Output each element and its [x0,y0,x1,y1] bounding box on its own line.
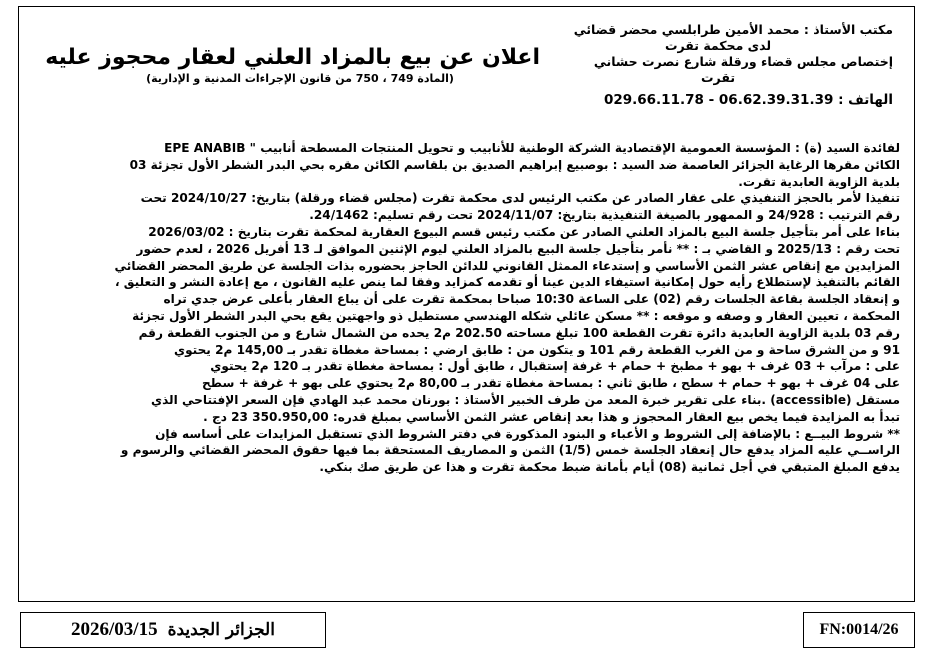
body-line: رقم الترتيب : 24/928 و الممهور بالصيغة التنفيذية بتاريخ: 2024/11/07 تحت رقم تسليم: 24/1462. [309,208,900,223]
publication-date: 2026/03/15 [71,619,158,640]
bailiff-office-header [543,22,893,108]
body-line: الكائن مقرها الرغاية الجزائر العاصمة ضد السيد : بوصبيع إبراهيم الصديق بن بلقاسم الكائن مقره بحي البدر الشطر الأول تجزئة 03 [129,157,900,172]
phone-landline: 029.66.11.78 [603,92,704,108]
phone-mobile: 06.62.39.31.39 [718,92,834,108]
body-line: و إنعقاد الجلسة بقاعة الجلسات رقم (02) على الساعة 10:30 صباحا بمحكمة تقرت على أن يباع العقار بأعلى عرض جدي تراه [163,292,900,307]
body-line: يدفع المبلغ المتبقي في أجل ثمانية (08) أيام بأمانة ضبط محكمة تقرت و هذا عن طريق صك بنكي. [319,460,900,475]
office-jurisdiction: إختصاص مجلس قضاء ورقلة شارع نصرت حشاني [593,54,893,69]
file-number-box [803,612,915,648]
office-city: تقرت [700,70,736,85]
newspaper-box [20,612,326,648]
body-line: رقم 03 بلدية الزاوية العابدية دائرة تقرت القطعة 100 تبلغ مساحته 202.50 م2 يحده من الشمال شارع و من الجنوب القطعة رقم [138,325,900,340]
body-line: على : مرآب + 03 غرف + بهو + مطبخ + حمام + غرفة إستقبال ، طابق أول : بمساحة مغطاة تقدر بـ 120 م2 يحتوي [210,359,900,374]
body-line: مستقل (accessible) .بناء على تقرير خبرة المعد من طرف الخبير الأستاذ : بورنان محمد عبد الهادي فإن السعر الإفتتاحي الذي [150,392,900,407]
notice-body [38,140,900,476]
phone-separator: - [708,92,715,108]
phone-label: الهاتف : [838,92,893,108]
body-line: ** شروط البيــع : بالإضافة إلى الشروط و الأعباء و البنود المذكورة في دفتر الشروط الذي تستقبل المزايدات على أساسه فإن [155,426,900,441]
notice-title-block [45,44,540,86]
body-line: على 04 غرف + بهو + حمام + سطح ، طابق ثاني : بمساحة مغطاة تقدر بـ 80,00 م2 يحتوي على بهو + غرفة + سطح [201,376,900,391]
notice-subtitle: (المادة 749 ، 750 من قانون الإجراءات المدنية و الإدارية) [146,72,454,85]
file-number: FN:0014/26 [819,621,899,638]
body-line: لفائدة السيد (ة) : المؤسسة العمومية الإقتصادية الشركة الوطنية للأنابيب و تحويل المنتجات المسطحة أنابيب " EPE ANABIB [164,141,900,155]
body-line: القائم بالتنفيذ لإستطلاع رأيه حول إمكانية استيفاء الدين عينا أو تقدمه كمزايد وفقا لما ينص عليه القانون ، مع إعادة النشر و التعليق ، [114,275,900,290]
office-phones [543,92,893,108]
office-name: مكتب الأستاذ : محمد الأمين طرابلسي محضر قضائي [573,22,893,37]
body-line: المحكمة ، تعيين العقار و وصفه و موقعه : ** مسكن عائلي شكله الهندسي مستطيل ذو واجهتين يقع بحي البدر الشطر الأول تجزئة [132,308,900,323]
newspaper-name: الجزائر الجديدة [167,620,275,640]
body-line: تحت رقم : 2025/13 و القاضي بـ : ** نأمر بتأجيل جلسة البيع بالمزاد العلني ليوم الإثنين الموافق لـ 13 أفريل 2026 ، لعدم حضور [136,241,900,256]
body-line: تبدأ به المزايدة فيما يخص بيع العقار المحجوز و هذا بعد إنقاص عشر الثمن الأساسي بمبلغ قدره: 350.950,00 23 دج . [203,409,900,424]
body-line: بناءا على أمر بتأجيل جلسة البيع بالمزاد العلني الصادر عن مكتب رئيس قسم البيوع العقارية لمحكمة تقرت بتاريخ : 2026/03/02 [148,224,900,239]
notice-title: اعلان عن بيع بالمزاد العلني لعقار محجوز عليه [45,45,540,70]
body-line: بلدية الزاوية العابدية تقرت. [738,174,900,189]
body-line: المزايدين مع إنقاص عشر الثمن الأساسي و إستدعاء الممثل القانوني للدائن الحاجز بحضوره بذات الجلسة عن طريق المحضر القضائي [114,258,900,273]
body-line: تنفيذا لأمر بالحجز التنفيذي على عقار الصادر عن مكتب الرئيس لدى محكمة تقرت (مجلس قضاء ورقلة) بتاريخ: 2024/10/27 تحت [140,191,900,206]
body-line: 91 و من الشرق ساحة و من الغرب القطعة رقم 101 و يتكون من : طابق ارضي : بمساحة مغطاة تقدر بـ 145,00 م2 يحتوي [173,342,900,357]
body-line: الراســي عليه المزاد يدفع حال إنعقاد الجلسة خمس (1/5) الثمن و المصاريف المستحقة بما فيها حقوق المحضر القضائي والرسوم و [120,443,900,458]
office-court: لدى محكمة تقرت [664,38,772,53]
